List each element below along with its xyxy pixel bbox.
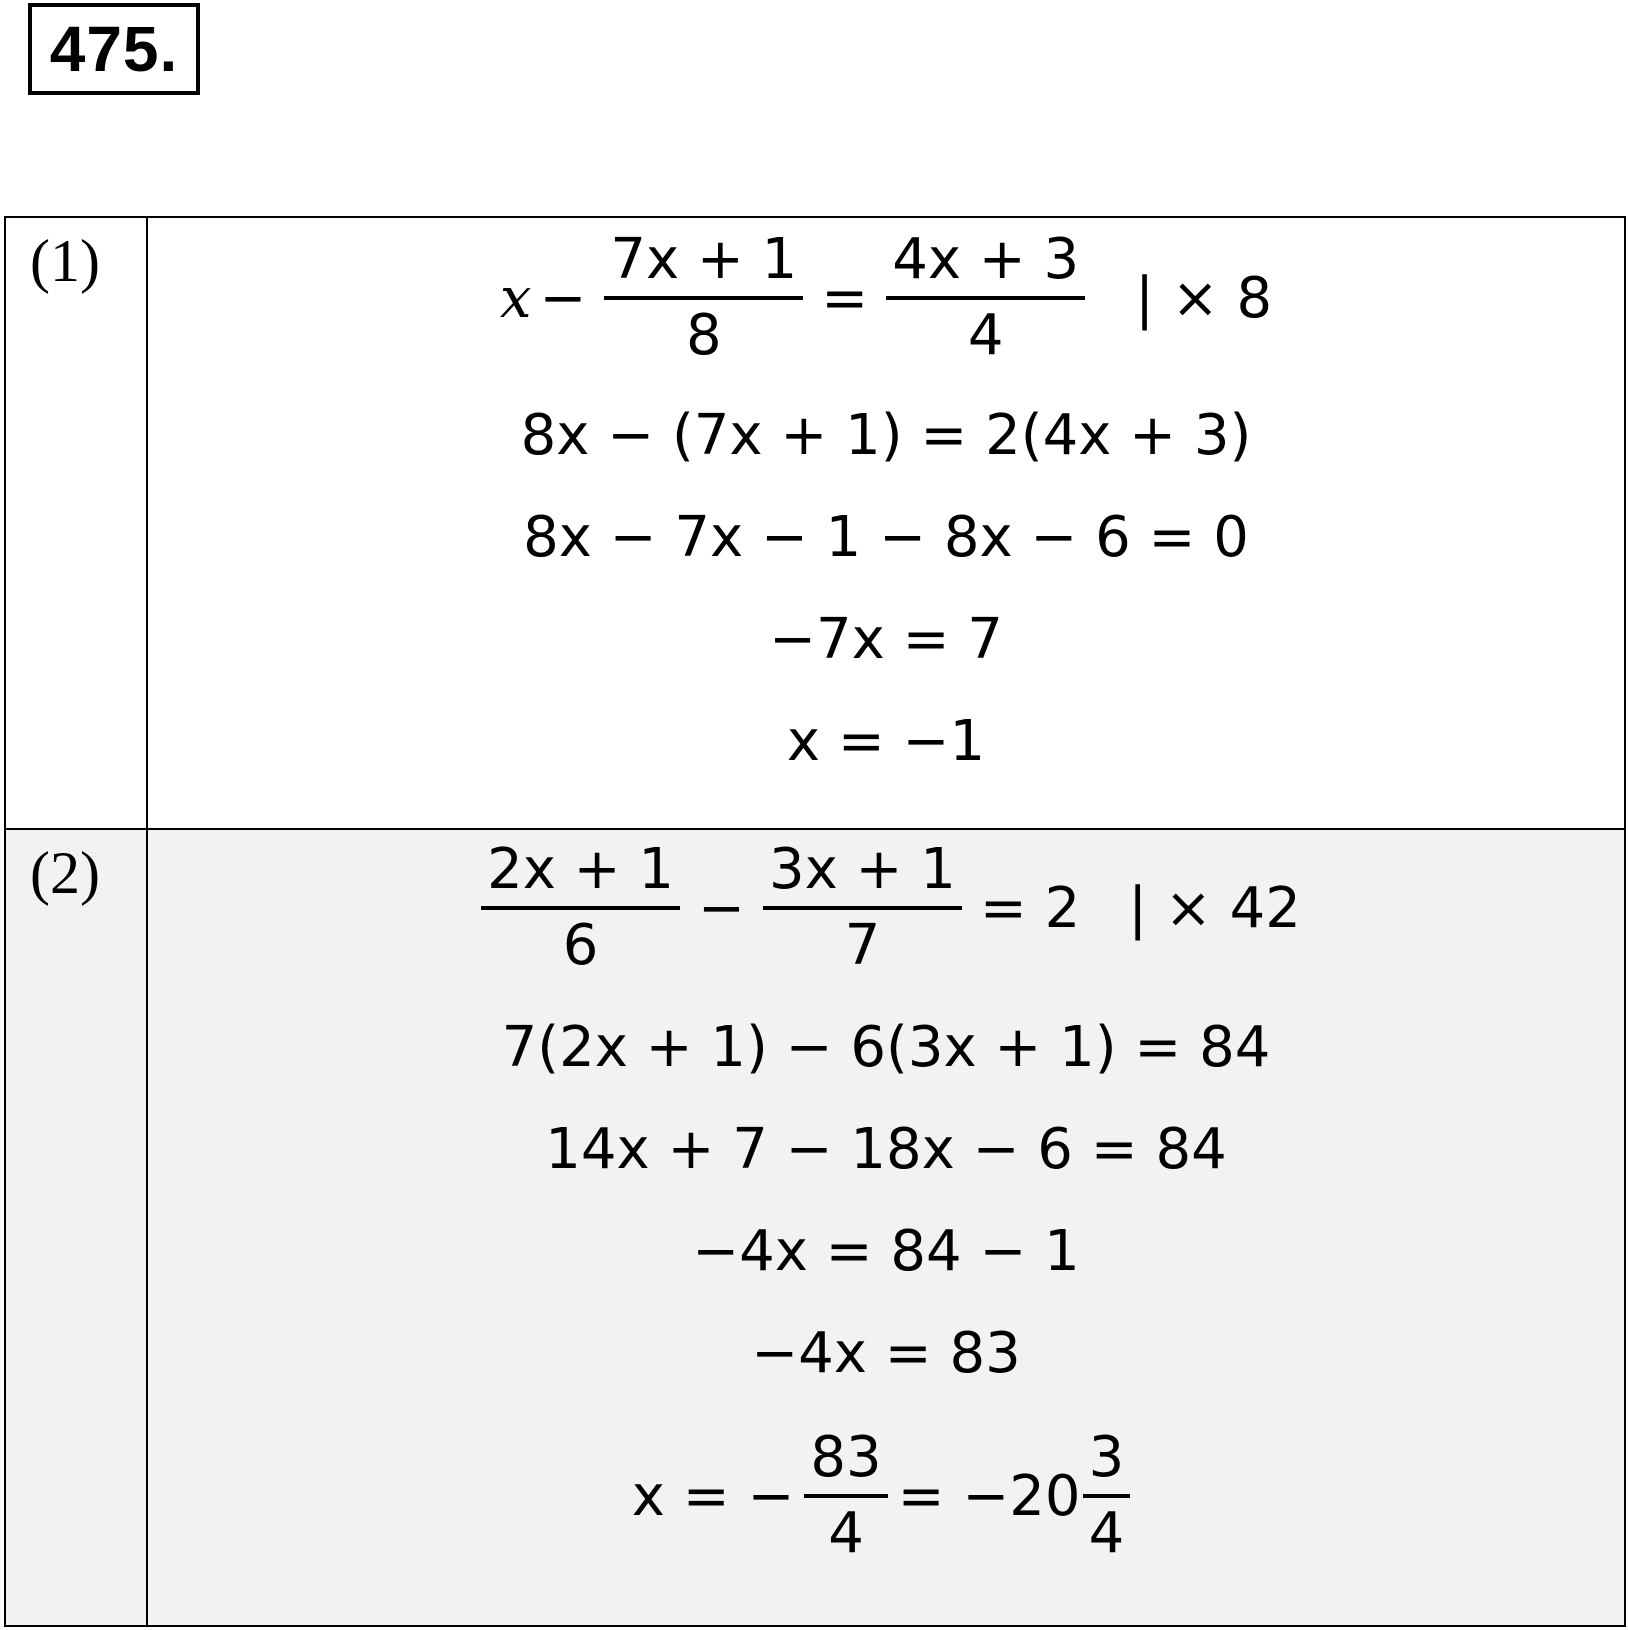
part-1-row bbox=[6, 218, 1624, 830]
part-1-minus: − bbox=[539, 265, 587, 331]
part-2-equation bbox=[148, 837, 1624, 978]
part-2-answer bbox=[148, 1425, 1624, 1566]
part-2-step-1: 7(2x + 1) − 6(3x + 1) = 84 bbox=[501, 1015, 1271, 1080]
part-2-rhs: = 2 bbox=[979, 875, 1081, 941]
part-1-equals: = bbox=[821, 265, 869, 331]
part-2-step-4: −4x = 83 bbox=[751, 1321, 1021, 1386]
part-1-fraction-2-numerator: 4x + 3 bbox=[892, 227, 1080, 292]
solution-table bbox=[4, 216, 1626, 1627]
part-2-fraction-1-denominator: 6 bbox=[562, 913, 599, 978]
part-2-answer-mixed-numerator: 3 bbox=[1088, 1425, 1125, 1490]
problem-number: 475. bbox=[28, 3, 200, 95]
part-2-answer-lhs: x = − bbox=[631, 1463, 795, 1529]
part-2-answer-fraction bbox=[804, 1425, 887, 1566]
part-2-answer-fraction-denominator: 4 bbox=[828, 1501, 864, 1566]
part-1-answer: x = −1 bbox=[786, 709, 986, 774]
part-1-equation bbox=[148, 227, 1624, 368]
part-1-fraction-1-numerator: 7x + 1 bbox=[610, 227, 798, 292]
part-2-fraction-2-numerator: 3x + 1 bbox=[768, 837, 956, 902]
part-1-fraction-1 bbox=[604, 227, 803, 368]
part-1-label-cell bbox=[6, 218, 148, 828]
part-2-answer-mixed-fraction bbox=[1083, 1425, 1131, 1566]
part-2-answer-mixed-whole: = −20 bbox=[897, 1463, 1081, 1529]
part-2-fraction-1-numerator: 2x + 1 bbox=[487, 837, 675, 902]
part-2-fraction-1 bbox=[481, 837, 680, 978]
part-2-label: (2) bbox=[30, 840, 100, 906]
part-2-answer-mixed-denominator: 4 bbox=[1088, 1501, 1125, 1566]
part-1-fraction-2-denominator: 4 bbox=[967, 303, 1004, 368]
part-2-fraction-2-denominator: 7 bbox=[844, 913, 881, 978]
part-1-multiplier: | × 8 bbox=[1135, 265, 1273, 331]
part-1-step-1: 8x − (7x + 1) = 2(4x + 3) bbox=[520, 403, 1252, 468]
part-2-label-cell bbox=[6, 830, 148, 1625]
part-2-fraction-2 bbox=[763, 837, 962, 978]
part-2-step-3: −4x = 84 − 1 bbox=[692, 1219, 1080, 1284]
part-2-answer-fraction-numerator: 83 bbox=[810, 1425, 882, 1490]
part-2-row bbox=[6, 830, 1624, 1625]
part-1-fraction-2 bbox=[886, 227, 1085, 368]
part-2-step-2: 14x + 7 − 18x − 6 = 84 bbox=[545, 1117, 1227, 1182]
part-2-multiplier: | × 42 bbox=[1128, 875, 1301, 941]
part-1-var: x bbox=[499, 265, 532, 331]
part-1-label: (1) bbox=[30, 228, 100, 294]
part-1-step-2: 8x − 7x − 1 − 8x − 6 = 0 bbox=[523, 505, 1249, 570]
part-1-fraction-1-denominator: 8 bbox=[686, 303, 722, 368]
part-2-minus: − bbox=[698, 875, 745, 941]
part-1-step-3: −7x = 7 bbox=[769, 607, 1003, 672]
